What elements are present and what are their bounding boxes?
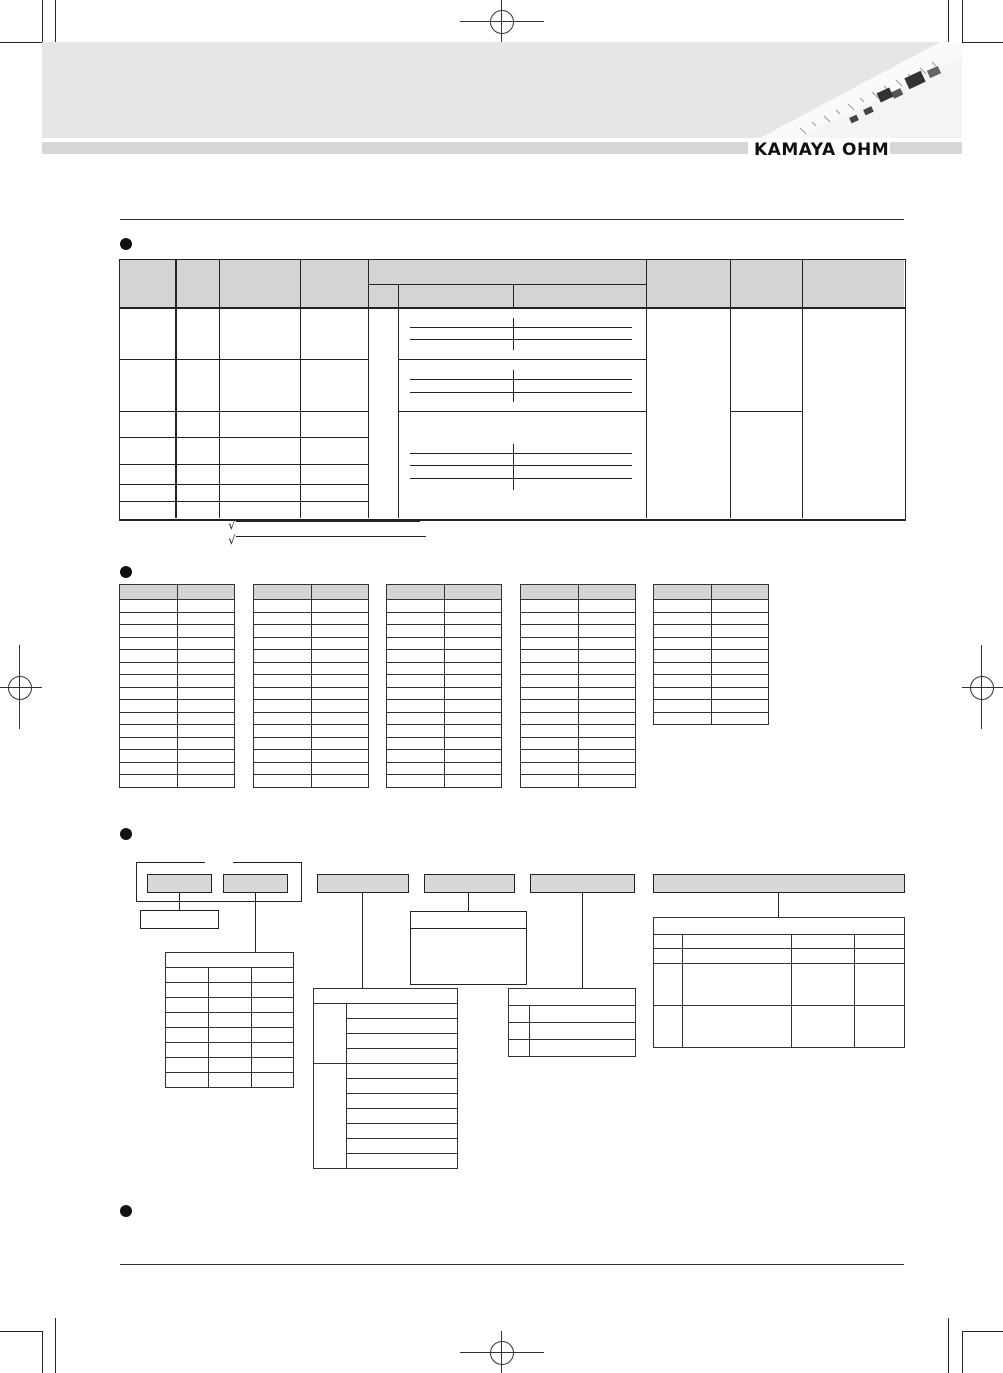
section-bullet-ratings <box>120 238 132 250</box>
section-bullet-part-number <box>120 828 132 840</box>
crop-mark <box>42 1331 43 1373</box>
crop-mark <box>962 1331 1003 1332</box>
crop-mark <box>0 1331 42 1332</box>
section-bullet-notes <box>120 1205 132 1217</box>
sqrt-symbol: √ <box>228 518 236 532</box>
value-table-3 <box>386 584 502 788</box>
value-table-1 <box>119 584 235 788</box>
code-box-size <box>223 874 288 893</box>
code-box-packaging <box>653 874 905 893</box>
series-label-box <box>140 910 219 929</box>
crop-mark <box>55 1318 56 1373</box>
tolerance-box <box>410 911 527 985</box>
packaging-code-table <box>653 917 905 1048</box>
code-box-tcr <box>530 874 635 893</box>
ruler-chip-illustration <box>760 42 962 138</box>
code-box-series <box>147 874 212 893</box>
crop-mark <box>948 1318 949 1373</box>
value-table-5 <box>653 584 769 725</box>
crop-mark <box>0 42 42 43</box>
section-bullet-resistance-values <box>120 566 132 578</box>
tcr-code-table <box>508 988 636 1057</box>
value-table-4 <box>520 584 636 788</box>
value-table-2 <box>253 584 369 788</box>
size-code-table <box>165 952 294 1088</box>
resistance-code-table <box>313 988 458 1169</box>
code-box-resistance <box>317 874 409 893</box>
brand-logo: KAMAYA OHM <box>754 140 890 160</box>
code-box-tolerance <box>424 874 515 893</box>
crop-mark <box>962 0 963 42</box>
sqrt-symbol: √ <box>228 533 236 547</box>
section-rule-bottom <box>120 1264 904 1265</box>
crop-mark <box>962 1331 963 1373</box>
crop-mark <box>42 0 43 42</box>
section-rule-top <box>120 219 904 220</box>
crop-mark <box>962 42 1003 43</box>
